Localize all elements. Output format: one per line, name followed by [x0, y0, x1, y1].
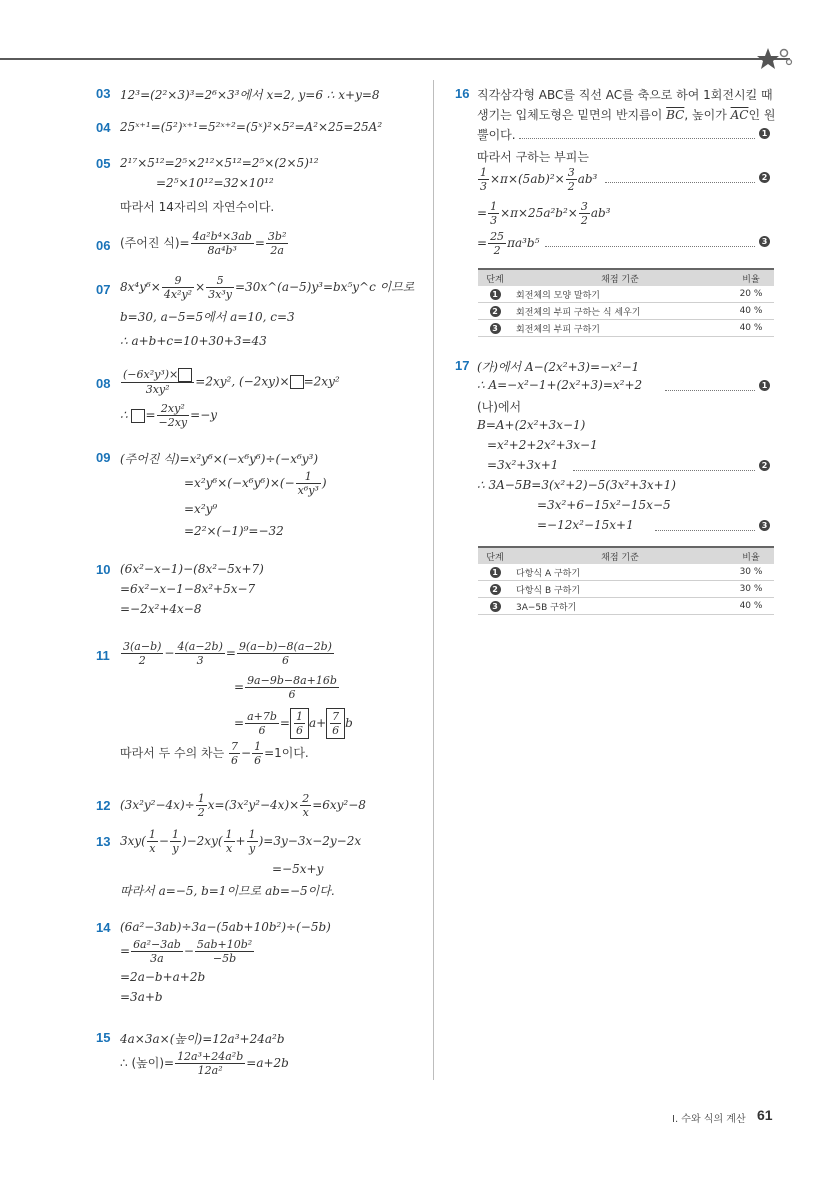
solution-line: =3x²+6−15x²−15x−5: [537, 498, 671, 512]
step-1-marker: 1: [759, 128, 770, 139]
problem-number: 06: [96, 238, 111, 253]
solution-line: b=30, a−5=5에서 a=10, c=3: [120, 310, 295, 324]
solution-line: =−2x²+4x−8: [120, 602, 202, 616]
solution-line: ∴ 3A−5B=3(x²+2)−5(3x²+3x+1): [477, 478, 676, 492]
step-2-marker: 2: [759, 172, 770, 183]
solution-line: ∴ a+b+c=10+30+3=43: [120, 334, 267, 348]
page-number: 61: [757, 1107, 773, 1123]
table-row: 3 3A−5B 구하기 40 %: [478, 598, 774, 615]
problem-number: 12: [96, 798, 111, 813]
scoring-table-17: 단계 채점 기준 비율 1 다항식 A 구하기 30 % 2 다항식 B 구하기 30 % 3 3A−5B 구하기 40 %: [478, 546, 774, 615]
solution-line: =−5x+y: [272, 862, 324, 876]
fraction: $\frac{\text{(−6x²y³)×}}{\text{3xy²}}$: [121, 368, 194, 396]
problem-number: 07: [96, 282, 111, 297]
solution-line: =−12x²−15x+1: [537, 518, 634, 532]
fraction: $\frac{2}{x}$: [302, 792, 310, 819]
problem-number: 17: [455, 358, 470, 373]
problem-number: 14: [96, 920, 111, 935]
solution-line: =3a+b: [120, 990, 163, 1004]
solution-line: 2¹⁷×5¹²=2⁵×2¹²×5¹²=2⁵×(2×5)¹²: [120, 156, 319, 170]
fraction: $\frac{1}{6}$: [254, 740, 262, 767]
solution-line: (주어진 식)=x²y⁶×(−x⁶y⁶)÷(−x⁶y³): [120, 452, 319, 466]
fraction: $\frac{9a-9b-8a+16b}{6}$: [247, 674, 337, 701]
fraction: $\frac{7}{6}$: [231, 740, 238, 767]
fraction: $\frac{\text{6a²−3ab}}{3a}$: [133, 938, 181, 965]
table-row: 1 회전체의 모양 말하기 20 %: [478, 286, 774, 303]
solution-line: =x²y⁹: [184, 502, 218, 516]
solution-line: 25ˣ⁺¹=(5²)ˣ⁺¹=5²ˣ⁺²=(5ˣ)²×5²=A²×25=25A²: [120, 120, 383, 134]
blank-box: [290, 375, 304, 389]
solution-line: =2⁵×10¹²=32×10¹²: [156, 176, 274, 190]
fraction: $\frac{4(a-2b)}{3}$: [177, 640, 223, 667]
solution-line: ∴ A=−x²−1+(2x²+3)=x²+2: [477, 378, 643, 392]
table-row: 1 다항식 A 구하기 30 %: [478, 564, 774, 581]
problem-number: 13: [96, 834, 111, 849]
fraction: $\frac{\text{3b²}}{2a}$: [267, 230, 287, 257]
fraction: $\frac{\text{12a³+24a²b}}{\text{12a²}}$: [177, 1050, 244, 1077]
solution-line: =2²×(−1)⁹=−32: [184, 524, 284, 538]
problem-number: 09: [96, 450, 111, 465]
table-row: 3 회전체의 부피 구하기 40 %: [478, 320, 774, 337]
problem-number: 05: [96, 156, 111, 171]
blank-box: [131, 409, 145, 423]
star-icon: [754, 44, 796, 74]
scoring-table-16: 단계 채점 기준 비율 1 회전체의 모양 말하기 20 % 2 회전체의 부피 구하는 식 세우기 40 % 3 회전체의 부피 구하기 40 %: [478, 268, 774, 337]
fraction: $\frac{9}{\text{4x²y²}}$: [163, 274, 193, 301]
fraction: $\frac{a+7b}{6}$: [247, 710, 277, 737]
fraction: $\frac{9(a-b)-8(a-2b)}{6}$: [238, 640, 332, 667]
solution-line: =2a−b+a+2b: [120, 970, 206, 984]
problem-number: 15: [96, 1030, 111, 1045]
step-3-marker: 3: [759, 236, 770, 247]
solution-line: 따라서 구하는 부피는: [477, 150, 589, 164]
problem-number: 03: [96, 86, 111, 101]
fraction: $\frac{\text{4a²b⁴×3ab}}{\text{8a⁴b³}}$: [192, 230, 252, 257]
chapter-title: Ⅰ. 수와 식의 계산: [672, 1114, 746, 1125]
fraction: $\frac{5}{\text{3x³y}}$: [208, 274, 232, 301]
step-1-marker: 1: [759, 380, 770, 391]
solution-line: B=A+(2x²+3x−1): [477, 418, 586, 432]
fraction: $\frac{\text{5ab+10b²}}{-5b}$: [196, 938, 253, 965]
solution-line: (가)에서 A−(2x²+3)=−x²−1: [477, 360, 640, 374]
problem-number: 10: [96, 562, 111, 577]
fraction: $\frac{1}{\text{x⁶y³}}$: [297, 470, 319, 497]
solution-line: (6x²−x−1)−(8x²−5x+7): [120, 562, 264, 576]
solution-line: =6x²−x−1−8x²+5x−7: [120, 582, 256, 596]
fraction: $\frac{\text{2xy²}}{-2xy}$: [158, 402, 188, 429]
solution-line: 따라서 a=−5, b=1이므로 ab=−5이다.: [120, 884, 335, 898]
solution-line: 뿔이다.: [477, 128, 516, 142]
step-2-marker: 2: [759, 460, 770, 471]
solution-line: =x²+2+2x²+3x−1: [487, 438, 598, 452]
step-3-marker: 3: [759, 520, 770, 531]
table-row: 2 다항식 B 구하기 30 %: [478, 581, 774, 598]
solution-line: (나)에서: [477, 400, 522, 414]
text: (주어진 식)=: [120, 236, 190, 250]
problem-number: 11: [96, 648, 110, 663]
problem-number: 16: [455, 86, 470, 101]
solution-line: (6a²−3ab)÷3a−(5ab+10b²)÷(−5b): [120, 920, 331, 934]
header-rule: [0, 58, 790, 60]
solution-line: 4a×3a×(높이)=12a³+24a²b: [120, 1032, 285, 1046]
problem-number: 08: [96, 376, 111, 391]
fraction: $\frac{3(a-b)}{2}$: [123, 640, 162, 667]
solution-line: 직각삼각형 ABC를 직선 AC를 축으로 하여 1회전시킬 때: [477, 88, 773, 102]
solution-line: 따라서 14자리의 자연수이다.: [120, 200, 275, 214]
table-row: 2 회전체의 부피 구하는 식 세우기 40 %: [478, 303, 774, 320]
column-divider: [433, 80, 434, 1080]
problem-number: 04: [96, 120, 111, 135]
answer-box: $\frac{7}{6}$: [326, 708, 345, 739]
answer-box: $\frac{1}{6}$: [290, 708, 309, 739]
solution-line: 12³=(2²×3)³=2⁶×3³에서 x=2, y=6 ∴ x+y=8: [120, 88, 380, 102]
fraction: $\frac{1}{2}$: [197, 792, 205, 819]
solution-line: =3x²+3x+1: [487, 458, 559, 472]
